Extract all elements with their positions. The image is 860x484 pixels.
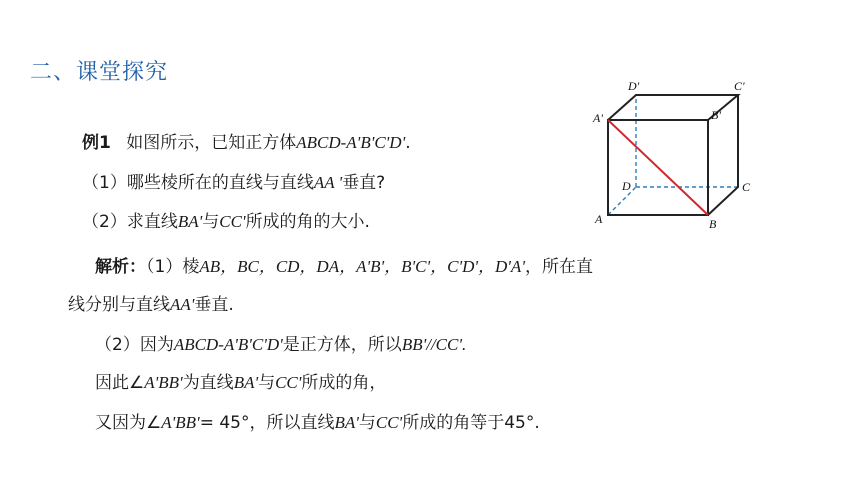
solution-line-5: [95, 408, 540, 433]
sol-l4-math-1: A'BB': [144, 373, 183, 392]
sol-l2-suffix: 垂直.: [194, 295, 234, 315]
sol-l2-prefix: 线分别与直线: [68, 295, 170, 315]
sol-l4-math-3: CC': [275, 373, 302, 392]
solution-line-4: [95, 368, 386, 393]
label-D1: D': [628, 79, 640, 93]
q2-mid: 与: [202, 212, 220, 232]
sol-l4-suffix: 所成的角，: [301, 373, 387, 393]
q2-math-2: CC': [219, 212, 246, 231]
sol-l4-angle: ∠: [129, 373, 145, 393]
sol-l5-and: 与: [358, 413, 376, 433]
q1-prefix: （1）哪些棱所在的直线与直线: [82, 173, 314, 193]
sol-l5-math-2: BA': [334, 413, 359, 432]
label-C1: C': [734, 79, 745, 93]
sol-l1-prefix: （1）棱: [146, 257, 200, 277]
sol-l3-math-2: BB'//CC'.: [401, 335, 467, 354]
q2-prefix: （2）求直线: [82, 212, 178, 232]
sol-l5-eq: = 45°，所以直线: [199, 413, 335, 433]
cube-figure: [592, 75, 762, 235]
example-intro-text: 如图所示，已知正方体: [126, 133, 297, 153]
sol-l5-suffix: 所成的角等于45°.: [402, 413, 540, 433]
sol-l5-prefix: 又因为: [95, 413, 146, 433]
question-2: [82, 207, 370, 232]
q1-suffix: 垂直?: [342, 173, 386, 193]
solution-line-1: [95, 252, 593, 277]
diagonal-A1B: [608, 120, 708, 215]
example-label: 例1: [82, 133, 111, 153]
sol-l4-prefix: 因此: [95, 373, 129, 393]
q2-math-1: BA': [177, 212, 203, 231]
sol-l3-prefix: （2）因为: [95, 335, 174, 355]
label-D: D: [622, 179, 631, 193]
sol-l4-mid: 为直线: [182, 373, 234, 393]
sol-l3-math-1: ABCD-A'B'C'D': [173, 335, 283, 354]
q2-suffix: 所成的角的大小.: [245, 212, 370, 232]
label-B: B: [709, 217, 717, 231]
sol-l5-math-3: CC': [375, 413, 403, 432]
section-title: 二、课堂探究: [30, 60, 169, 85]
sol-l1-suffix: ，所在直: [524, 257, 593, 277]
solution-line-3: [95, 330, 466, 355]
sol-l3-mid: 是正方体，所以: [282, 335, 402, 355]
example-intro-math: ABCD-A'B'C'D': [296, 133, 406, 152]
q1-math: AA ': [313, 173, 343, 192]
sol-l5-angle: ∠: [146, 413, 162, 433]
label-A1: A': [593, 111, 603, 125]
sol-l4-and: 与: [258, 373, 276, 393]
label-A: A: [595, 212, 603, 226]
solution-line-2: [68, 290, 234, 315]
example-intro-end: .: [405, 133, 411, 153]
label-C: C: [742, 180, 751, 194]
sol-l5-math-1: A'BB': [161, 413, 200, 432]
label-B1: B': [711, 108, 721, 122]
sol-l2-math: AA': [170, 295, 195, 314]
sol-l1-edges: AB，BC，CD，DA，A'B'，B'C'，C'D'，D'A': [199, 257, 525, 276]
solution-label: 解析：: [95, 257, 146, 277]
example-intro-line: [82, 128, 411, 153]
sol-l4-math-2: BA': [233, 373, 259, 392]
question-1: [82, 168, 385, 193]
